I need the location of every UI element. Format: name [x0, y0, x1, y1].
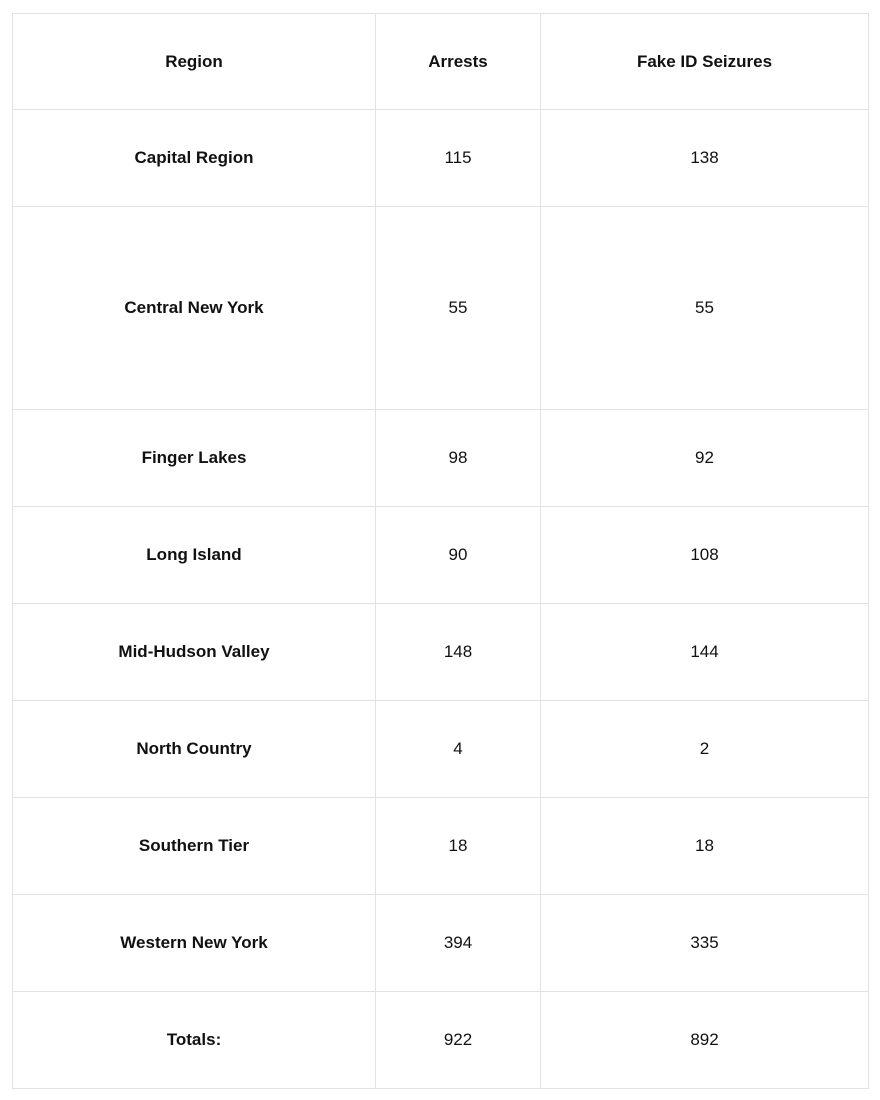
- totals-label: Totals:: [13, 992, 376, 1089]
- region-cell: North Country: [13, 701, 376, 798]
- arrests-cell: 148: [376, 604, 541, 701]
- arrests-cell: 90: [376, 507, 541, 604]
- arrests-seizures-table: [12, 13, 869, 1089]
- table-row: [13, 798, 869, 895]
- table-row: [13, 410, 869, 507]
- region-cell: Capital Region: [13, 110, 376, 207]
- table-row: [13, 604, 869, 701]
- seizures-cell: 108: [541, 507, 869, 604]
- table-row: [13, 207, 869, 410]
- arrests-cell: 394: [376, 895, 541, 992]
- table-row: [13, 895, 869, 992]
- header-arrests: Arrests: [376, 14, 541, 110]
- table-row: [13, 701, 869, 798]
- region-cell: Southern Tier: [13, 798, 376, 895]
- totals-row: [13, 992, 869, 1089]
- seizures-cell: 335: [541, 895, 869, 992]
- table-row: [13, 507, 869, 604]
- region-cell: Western New York: [13, 895, 376, 992]
- totals-seizures: 892: [541, 992, 869, 1089]
- seizures-cell: 144: [541, 604, 869, 701]
- region-cell: Central New York: [13, 207, 376, 410]
- header-region: Region: [13, 14, 376, 110]
- data-table-container: [12, 13, 868, 1089]
- header-fake-id-seizures: Fake ID Seizures: [541, 14, 869, 110]
- region-cell: Mid-Hudson Valley: [13, 604, 376, 701]
- seizures-cell: 18: [541, 798, 869, 895]
- seizures-cell: 55: [541, 207, 869, 410]
- arrests-cell: 115: [376, 110, 541, 207]
- table-header-row: [13, 14, 869, 110]
- table-row: [13, 110, 869, 207]
- region-cell: Finger Lakes: [13, 410, 376, 507]
- seizures-cell: 2: [541, 701, 869, 798]
- arrests-cell: 98: [376, 410, 541, 507]
- arrests-cell: 4: [376, 701, 541, 798]
- seizures-cell: 92: [541, 410, 869, 507]
- region-cell: Long Island: [13, 507, 376, 604]
- seizures-cell: 138: [541, 110, 869, 207]
- totals-arrests: 922: [376, 992, 541, 1089]
- arrests-cell: 55: [376, 207, 541, 410]
- arrests-cell: 18: [376, 798, 541, 895]
